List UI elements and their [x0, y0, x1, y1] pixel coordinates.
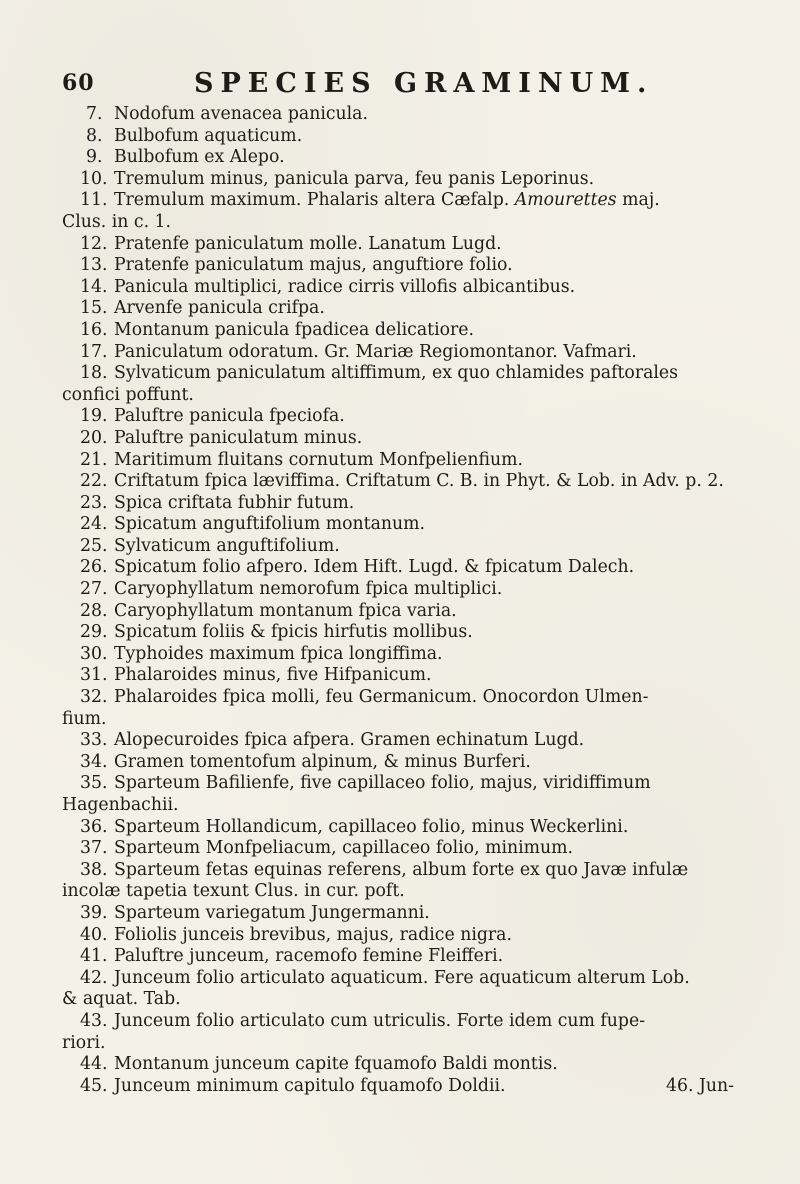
- entry-text: Foliolis junceis brevibus, majus, radice nigra.: [114, 924, 512, 945]
- species-entry: [80, 535, 752, 558]
- entry-number: 25.: [80, 535, 108, 556]
- entry-number: 24.: [80, 514, 108, 535]
- running-head: SPECIES GRAMINUM.: [194, 68, 654, 99]
- entry-text: Caryophyllatum nemorofum fpica multiplici.: [114, 579, 503, 600]
- entry-number: 26.: [80, 557, 108, 578]
- entry-text: Tremulum maximum. Phalaris altera Cæfalp.: [114, 190, 510, 211]
- entry-continuation: incolæ tapetia texunt Clus. in cur. poft.: [62, 881, 405, 902]
- entry-continuation: fium.: [62, 708, 107, 729]
- entry-number: 29.: [80, 622, 108, 643]
- entry-number: 31.: [80, 665, 108, 686]
- entry-text: Spicatum anguftifolium montanum.: [114, 514, 426, 535]
- species-entry: [84, 104, 752, 126]
- species-entry: [80, 276, 752, 299]
- entry-text: Junceum minimum capitulo fquamofo Doldii.: [114, 1075, 506, 1096]
- entry-number: 23.: [80, 492, 108, 513]
- entry-text: Sparteum Hollandicum, capillaceo folio, minus Weckerlini.: [114, 816, 629, 837]
- entry-text: Tremulum minus, panicula parva, feu panis Leporinus.: [114, 168, 595, 189]
- species-entry: [80, 643, 752, 666]
- entry-text: Phalaroides fpica molli, feu Germanicum. Onocordon Ulmen-: [114, 687, 649, 708]
- species-entry: [80, 816, 752, 839]
- entry-text: Phalaroides minus, five Hifpanicum.: [114, 665, 432, 686]
- entry-text: Caryophyllatum montanum fpica varia.: [114, 600, 457, 621]
- entry-text: Montanum panicula fpadicea delicatiore.: [114, 319, 475, 340]
- entry-number: 17.: [80, 341, 108, 362]
- entry-text: Panicula multiplici, radice cirris villofis albicantibus.: [114, 276, 576, 297]
- entry-number: 33.: [80, 730, 108, 751]
- entry-number: 27.: [80, 579, 108, 600]
- entry-continuation: Hagenbachii.: [62, 795, 179, 815]
- entry-number: 22.: [80, 471, 108, 492]
- entry-number: 34.: [80, 751, 108, 772]
- species-entry: [62, 773, 752, 816]
- species-entry: [80, 319, 752, 342]
- entry-text: Typhoides maximum fpica longiffima.: [114, 643, 443, 664]
- species-entry: [80, 838, 752, 860]
- species-list: [62, 104, 752, 1097]
- species-entry: [80, 946, 752, 968]
- entry-number: 42.: [80, 967, 108, 988]
- species-entry: [80, 406, 752, 428]
- entry-number: 38.: [80, 859, 108, 880]
- entry-continuation: riori.: [62, 1032, 106, 1053]
- entry-continuation: & aquat. Tab.: [62, 989, 181, 1010]
- species-entry: [80, 730, 752, 752]
- entry-text: Sparteum Monfpeliacum, capillaceo folio, minimum.: [114, 838, 574, 859]
- entry-number: 44.: [80, 1054, 108, 1075]
- species-entry: [80, 471, 752, 493]
- species-entry: [80, 622, 752, 644]
- species-entry: [80, 255, 752, 277]
- species-entry: [80, 298, 752, 320]
- species-entry: [62, 859, 752, 903]
- entry-text: Maritimum fluitans cornutum Monfpelienfium.: [114, 449, 523, 470]
- entry-text: Junceum folio articulato aquaticum. Fere aquaticum alterum Lob.: [114, 967, 690, 988]
- entry-number: 12.: [80, 233, 108, 254]
- entry-text: Montanum junceum capite fquamofo Baldi montis.: [114, 1054, 558, 1075]
- entry-number: 18.: [80, 363, 108, 384]
- entry-number: 40.: [80, 924, 108, 945]
- species-entry: [62, 363, 752, 406]
- entry-text: Paluftre paniculatum minus.: [114, 427, 363, 448]
- entry-number: 43.: [80, 1010, 108, 1031]
- entry-text: Sylvaticum anguftifolium.: [114, 535, 340, 556]
- species-entry: [80, 751, 752, 774]
- species-entry: [80, 168, 752, 191]
- entry-number: 41.: [80, 946, 108, 967]
- entry-text: Spica criftata fubhir futum.: [114, 492, 355, 513]
- entry-text: Sparteum Bafilienfe, five capillaceo folio, majus, viridiffimum: [114, 773, 651, 794]
- entry-number: 16.: [80, 319, 108, 340]
- species-entry: [80, 449, 752, 472]
- entry-number: 45.: [80, 1075, 108, 1096]
- entry-text: Alopecuroides fpica afpera. Gramen echinatum Lugd.: [114, 730, 585, 751]
- species-entry: [80, 1075, 752, 1098]
- entry-text: Gramen tomentofum alpinum, & minus Burferi.: [114, 751, 531, 772]
- entry-number: 21.: [80, 449, 108, 470]
- entry-number: 9.: [86, 147, 103, 168]
- entry-number: 19.: [80, 406, 108, 427]
- entry-text: Paluftre panicula fpeciofa.: [114, 406, 345, 427]
- entry-text: Sparteum fetas equinas referens, album forte ex quo Javæ infulæ: [114, 859, 689, 880]
- species-entry: [62, 190, 752, 233]
- entry-text: Pratenfe paniculatum majus, anguftiore folio.: [114, 255, 513, 276]
- species-entry: [80, 341, 752, 364]
- entry-number: 15.: [80, 298, 108, 319]
- entry-text: Bulbofum ex Alepo.: [114, 147, 285, 168]
- entry-italic-name: Amourettes: [514, 190, 617, 211]
- entry-text: Criftatum fpica læviffima. Criftatum C. B. in Phyt. & Lob. in Adv. p. 2.: [114, 471, 724, 492]
- entry-number: 7.: [86, 104, 103, 124]
- species-entry: [62, 1010, 752, 1054]
- entry-continuation: confici poffunt.: [62, 384, 194, 405]
- entry-text: Paniculatum odoratum. Gr. Mariæ Regiomontanor. Vafmari.: [114, 341, 637, 362]
- entry-text: Bulbofum aquaticum.: [114, 125, 303, 146]
- entry-number: 13.: [80, 255, 108, 276]
- catchword: 46. Jun-: [665, 1076, 734, 1096]
- species-entry: [80, 1054, 752, 1076]
- entry-text: Sparteum variegatum Jungermanni.: [114, 902, 430, 923]
- species-entry: [80, 902, 752, 925]
- entry-number: 28.: [80, 600, 108, 621]
- species-entry: [80, 492, 752, 515]
- entry-text: Sylvaticum paniculatum altiffimum, ex quo chlamides paftorales: [114, 363, 679, 384]
- entry-number: 30.: [80, 643, 108, 664]
- entry-number: 36.: [80, 816, 108, 837]
- entry-number: 39.: [80, 902, 108, 923]
- entry-text: Nodofum avenacea panicula.: [114, 104, 368, 124]
- species-entry: [80, 233, 752, 256]
- page-number: 60: [62, 70, 95, 96]
- entry-number: 37.: [80, 838, 108, 859]
- species-entry: [84, 126, 752, 148]
- entry-number: 35.: [80, 773, 108, 794]
- entry-number: 11.: [80, 190, 108, 211]
- species-entry: [62, 687, 752, 730]
- entry-text: Arvenfe panicula crifpa.: [114, 298, 325, 319]
- species-entry: [80, 665, 752, 687]
- entry-text: Spicatum foliis & fpicis hirfutis mollibus.: [114, 622, 473, 643]
- page-header: [62, 70, 742, 102]
- entry-number: 8.: [86, 125, 103, 146]
- species-entry: [80, 924, 752, 947]
- entry-number: 32.: [80, 687, 108, 708]
- entry-text: Junceum folio articulato cum utriculis. Forte idem cum fupe-: [114, 1010, 646, 1031]
- entry-text: Pratenfe paniculatum molle. Lanatum Lugd.: [114, 233, 502, 254]
- entry-number: 10.: [80, 168, 108, 189]
- species-entry: [80, 600, 752, 623]
- entry-continuation: Clus. in c. 1.: [62, 211, 172, 232]
- entry-text: Paluftre junceum, racemofo femine Fleifferi.: [114, 946, 504, 967]
- entry-number: 14.: [80, 276, 108, 297]
- species-entry: [80, 514, 752, 536]
- species-entry: [80, 579, 752, 601]
- entry-number: 20.: [80, 427, 108, 448]
- species-entry: [80, 557, 752, 579]
- species-entry: [62, 967, 752, 1011]
- entry-text: Spicatum folio afpero. Idem Hift. Lugd. & fpicatum Dalech.: [114, 557, 635, 578]
- species-entry: [84, 147, 752, 169]
- species-entry: [80, 427, 752, 450]
- entry-text-after: maj.: [616, 190, 660, 211]
